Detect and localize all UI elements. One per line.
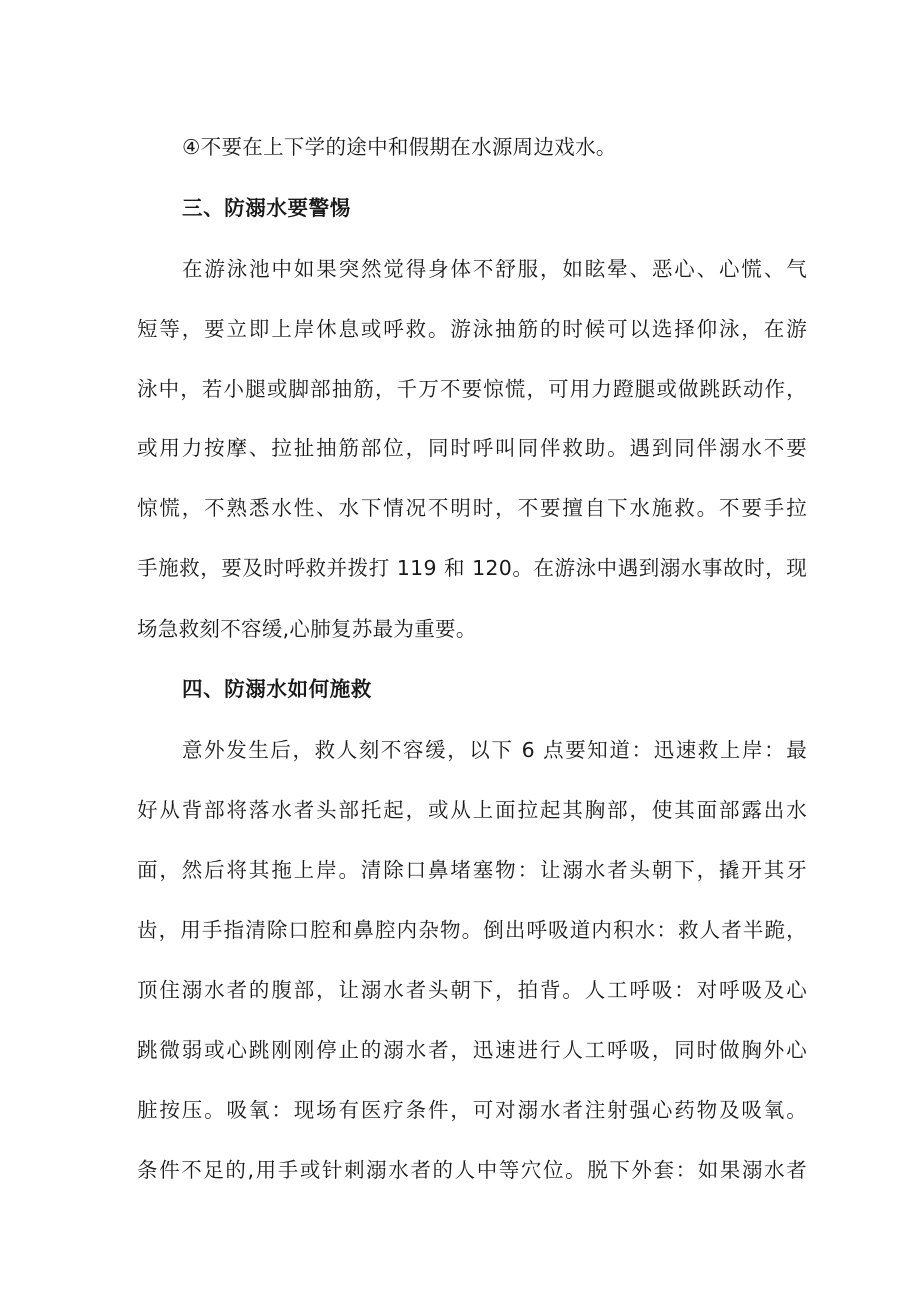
paragraph-line: 齿，用手指清除口腔和鼻腔内杂物。倒出呼吸道内积水：救人者半跪， bbox=[137, 918, 807, 942]
paragraph-line: 条件不足的,用手或针刺溺水者的人中等穴位。脱下外套：如果溺水者 bbox=[137, 1158, 807, 1182]
paragraph-line: 或用力按摩、拉扯抽筋部位，同时呼叫同伴救助。遇到同伴溺水不要 bbox=[137, 436, 807, 460]
list-item-4: ④不要在上下学的途中和假期在水源周边戏水。 bbox=[182, 135, 617, 159]
paragraph-line: 在游泳池中如果突然觉得身体不舒服，如眩晕、恶心、心慌、气 bbox=[182, 257, 807, 281]
paragraph-line: 手施救，要及时呼救并拨打 119 和 120。在游泳中遇到溺水事故时，现 bbox=[137, 556, 807, 580]
paragraph-line: 泳中，若小腿或脚部抽筋，千万不要惊慌，可用力蹬腿或做跳跃动作， bbox=[137, 377, 807, 401]
paragraph-line: 短等，要立即上岸休息或呼救。游泳抽筋的时候可以选择仰泳，在游 bbox=[137, 317, 807, 341]
paragraph-line: 惊慌，不熟悉水性、水下情况不明时，不要擅自下水施救。不要手拉 bbox=[137, 496, 807, 520]
section-heading-3: 三、防溺水要警惕 bbox=[182, 196, 351, 220]
paragraph-line: 脏按压。吸氧：现场有医疗条件，可对溺水者注射强心药物及吸氧。 bbox=[137, 1098, 807, 1122]
paragraph-line: 好从背部将落水者头部托起，或从上面拉起其胸部，使其面部露出水 bbox=[137, 798, 807, 822]
paragraph-line: 面，然后将其拖上岸。清除口鼻堵塞物：让溺水者头朝下，撬开其牙 bbox=[137, 858, 807, 882]
paragraph-line: 意外发生后，救人刻不容缓，以下 6 点要知道：迅速救上岸：最 bbox=[182, 738, 807, 762]
section-heading-4: 四、防溺水如何施救 bbox=[182, 677, 372, 701]
paragraph-line: 顶住溺水者的腹部，让溺水者头朝下，拍背。人工呼吸：对呼吸及心 bbox=[137, 978, 807, 1002]
paragraph-line: 场急救刻不容缓,心肺复苏最为重要。 bbox=[137, 617, 477, 641]
paragraph-line: 跳微弱或心跳刚刚停止的溺水者，迅速进行人工呼吸，同时做胸外心 bbox=[137, 1038, 807, 1062]
